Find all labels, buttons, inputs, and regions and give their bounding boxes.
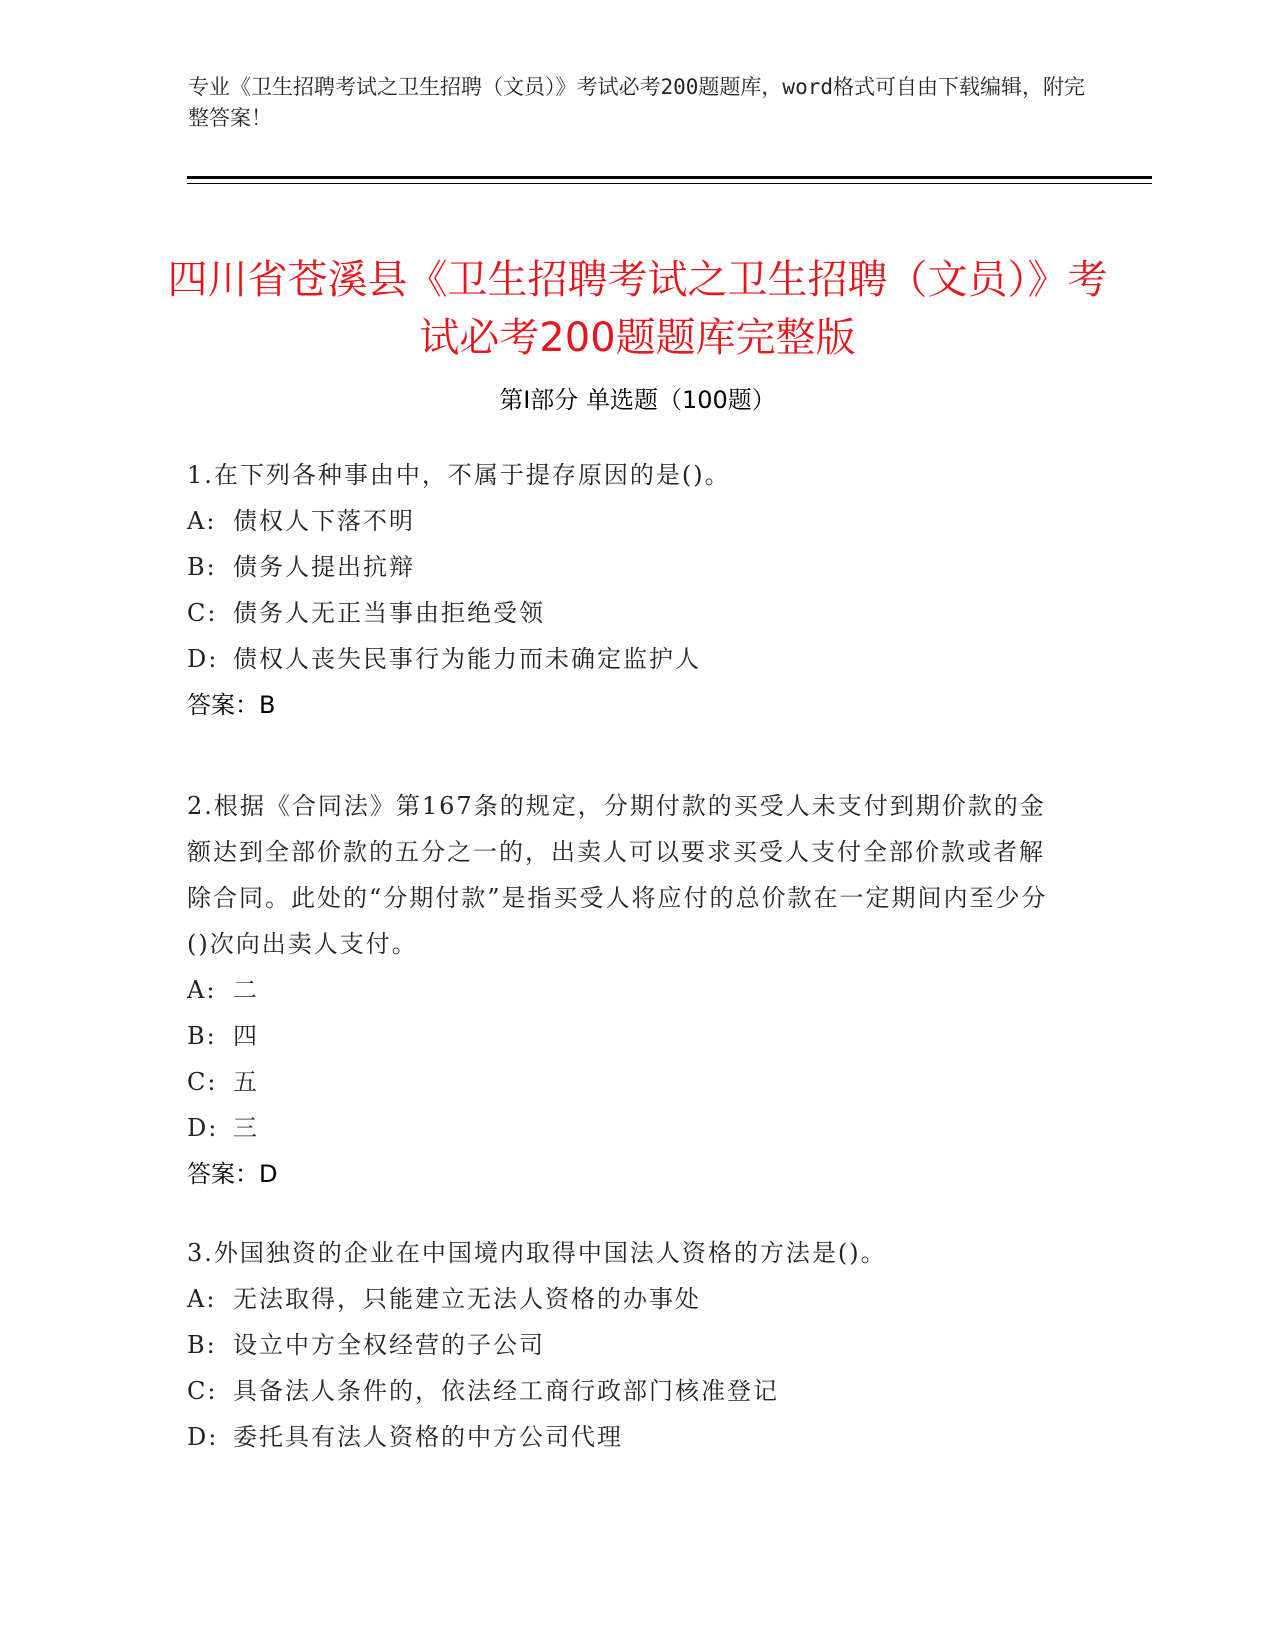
option-b: [187, 1013, 1067, 1059]
option-letter: D:: [187, 645, 219, 673]
option-text: 债权人丧失民事行为能力而未确定监护人: [233, 645, 701, 673]
option-d: [187, 1105, 1067, 1151]
document-title: 四川省苍溪县《卫生招聘考试之卫生招聘（文员）》考试必考200题题库完整版: [167, 256, 1108, 361]
option-letter: B:: [187, 1022, 217, 1050]
option-text: 四: [233, 1022, 259, 1050]
question-stem: 3.外国独资的企业在中国境内取得中国法人资格的方法是()。: [187, 1239, 887, 1267]
option-a: [187, 498, 1067, 544]
header-rule-thin: [187, 183, 1152, 184]
option-c: [187, 1059, 1067, 1105]
option-text: 二: [233, 976, 259, 1004]
option-letter: B:: [187, 553, 217, 581]
option-letter: D:: [187, 1423, 219, 1451]
option-b: [187, 544, 1067, 590]
option-letter: B:: [187, 1331, 217, 1359]
answer-label: 答案：D: [187, 1160, 278, 1188]
question-1: [187, 452, 1067, 728]
option-letter: C:: [187, 1068, 218, 1096]
option-text: 债权人下落不明: [233, 507, 415, 535]
option-letter: A:: [187, 507, 217, 535]
option-c: [187, 1368, 1067, 1414]
question-stem: 1.在下列各种事由中，不属于提存原因的是()。: [187, 461, 731, 489]
option-text: 具备法人条件的，依法经工商行政部门核准登记: [233, 1377, 779, 1405]
question-stem: 2.根据《合同法》第167条的规定，分期付款的买受人未支付到期价款的金额达到全部价款的五分之一的，出卖人可以要求买受人支付全部价款或者解除合同。此处的“分期付款”是指买受人将应付的总价款在一定期间内至少分()次向出卖人支付。: [187, 792, 1048, 958]
option-letter: D:: [187, 1114, 219, 1142]
option-letter: A:: [187, 976, 217, 1004]
option-text: 设立中方全权经营的子公司: [233, 1331, 545, 1359]
option-text: 五: [233, 1068, 259, 1096]
header-rule-thick: [187, 176, 1152, 179]
section-heading: 第Ⅰ部分 单选题（100题）: [499, 386, 776, 414]
option-a: [187, 1276, 1067, 1322]
option-d: [187, 636, 1067, 682]
option-b: [187, 1322, 1067, 1368]
option-a: [187, 967, 1067, 1013]
question-3: [187, 1230, 1067, 1460]
option-d: [187, 1414, 1067, 1460]
header-note: 专业《卫生招聘考试之卫生招聘（文员）》考试必考200题题库，word格式可自由下载编辑，附完整答案！: [188, 75, 1085, 130]
option-text: 债务人提出抗辩: [233, 553, 415, 581]
option-c: [187, 590, 1067, 636]
option-letter: C:: [187, 599, 218, 627]
option-text: 债务人无正当事由拒绝受领: [233, 599, 545, 627]
option-text: 无法取得，只能建立无法人资格的办事处: [233, 1285, 701, 1313]
option-letter: A:: [187, 1285, 217, 1313]
option-text: 委托具有法人资格的中方公司代理: [233, 1423, 623, 1451]
question-2: [187, 783, 1067, 1197]
option-letter: C:: [187, 1377, 218, 1405]
option-text: 三: [233, 1114, 259, 1142]
answer-label: 答案：B: [187, 691, 276, 719]
